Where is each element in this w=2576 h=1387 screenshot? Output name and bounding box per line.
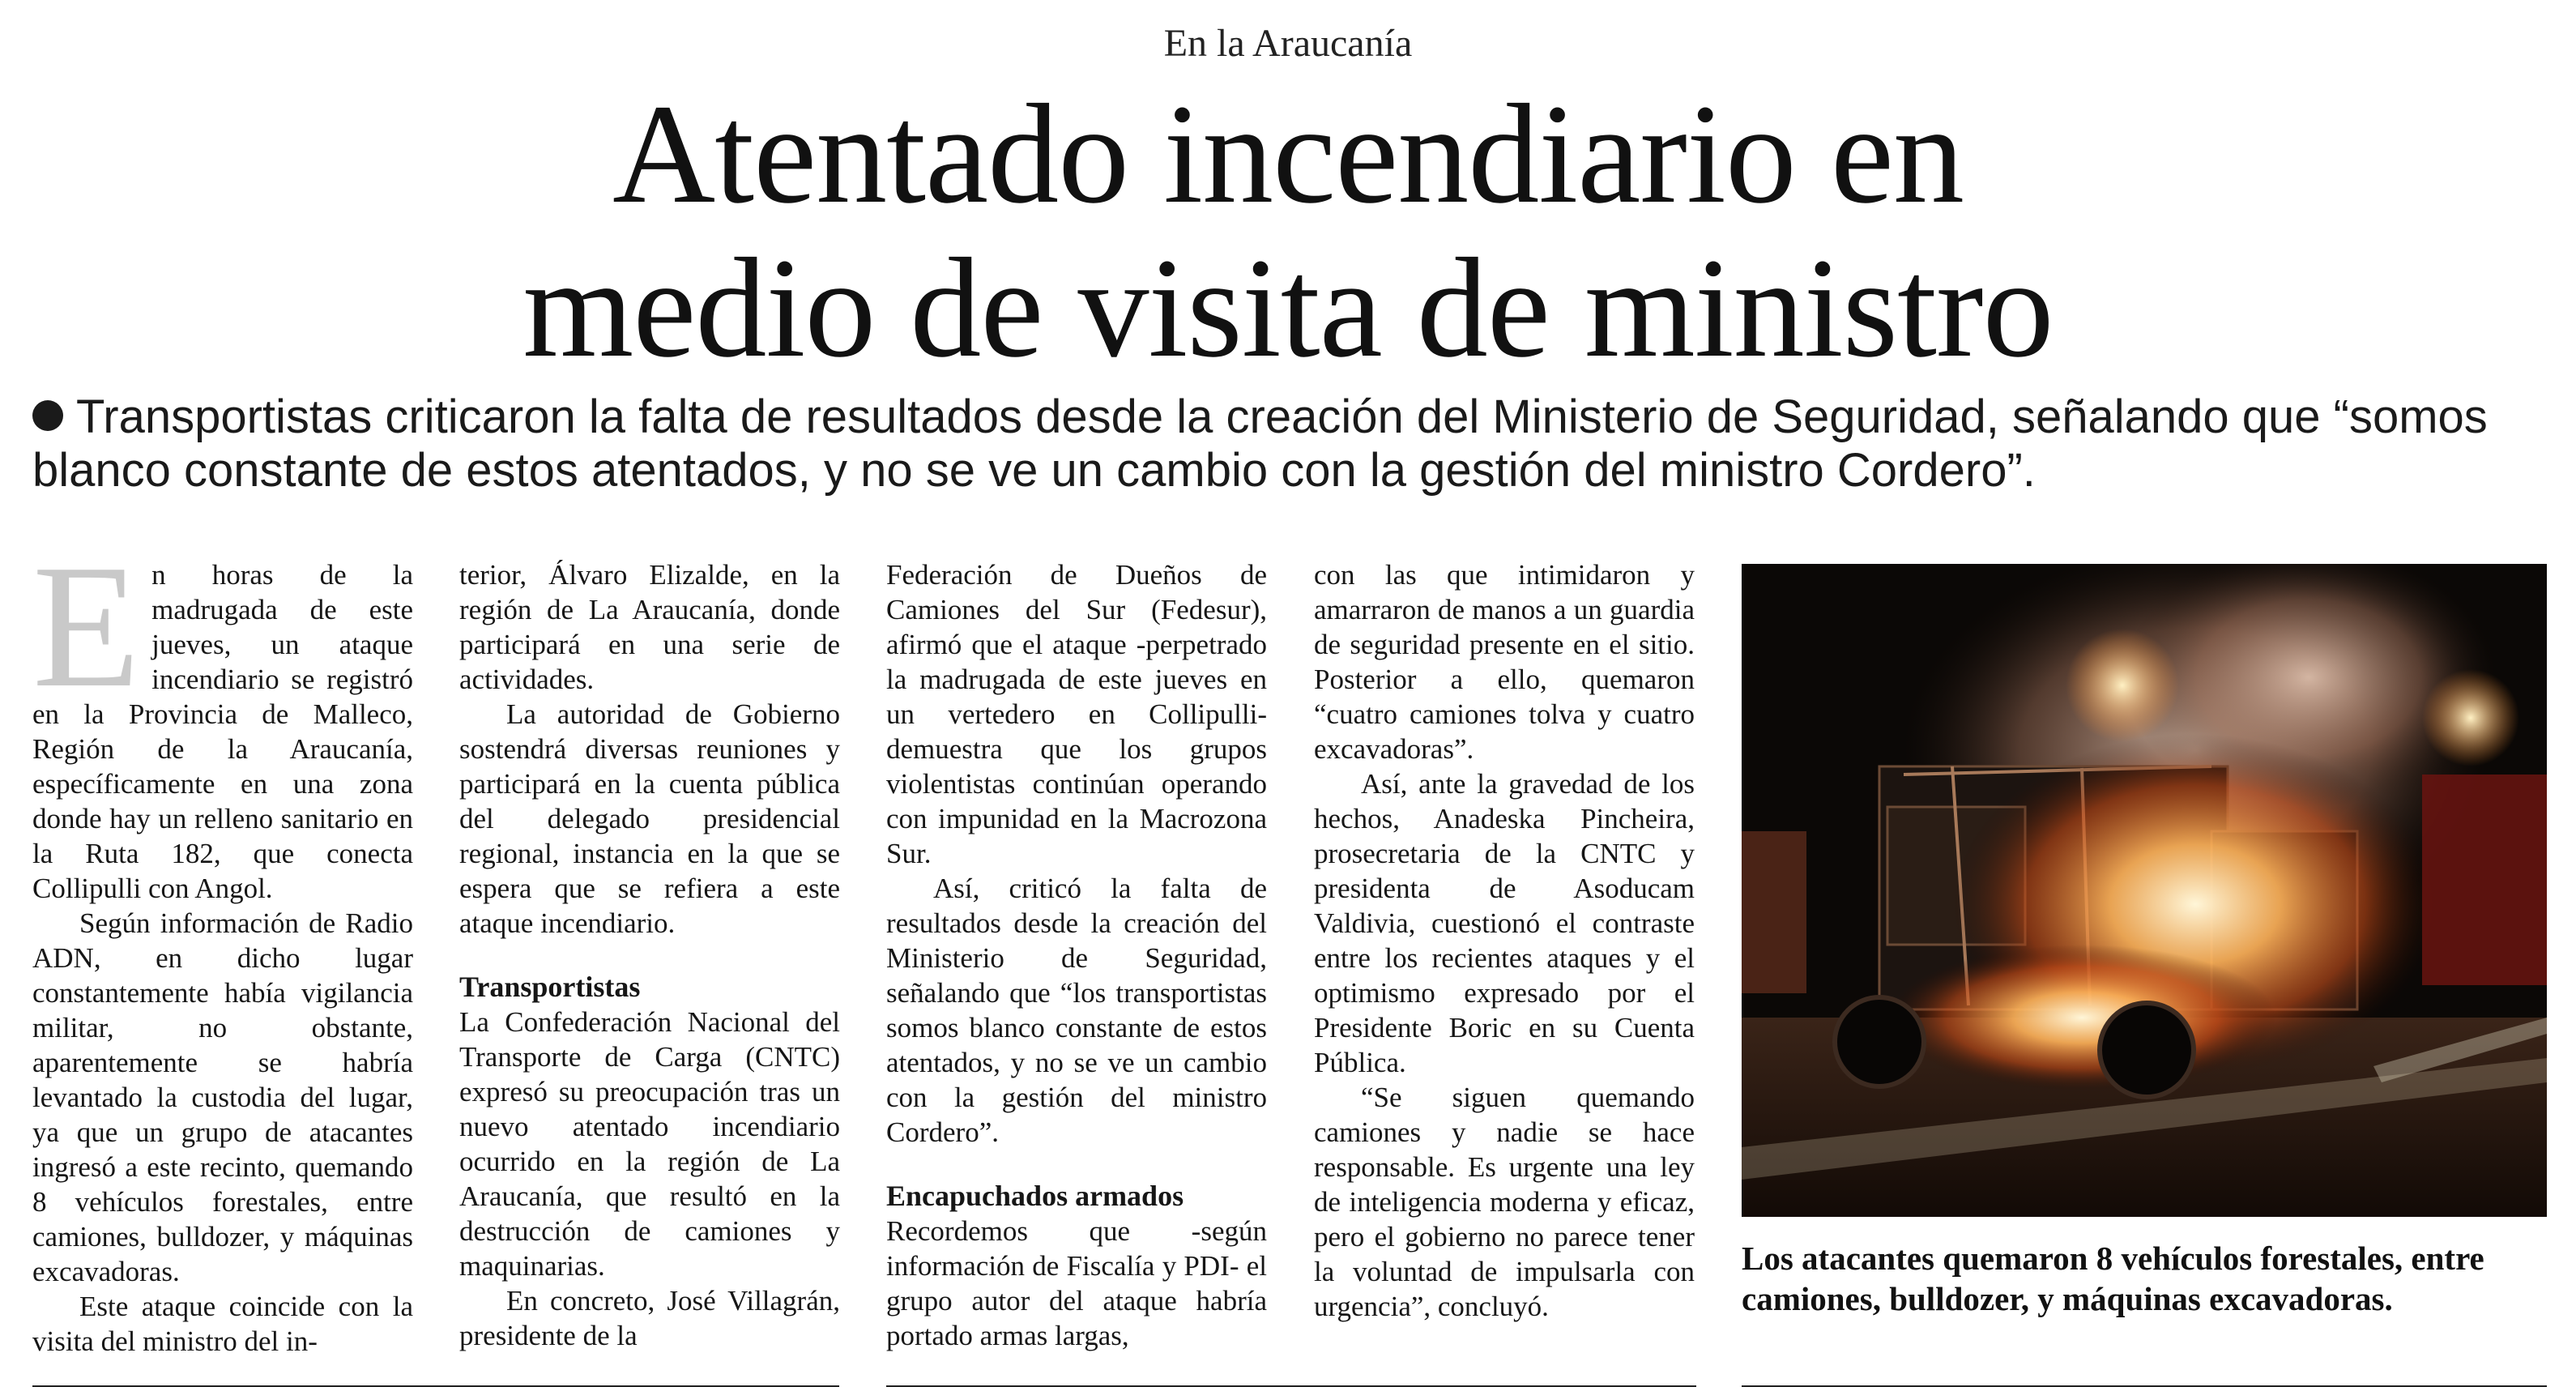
- paragraph: terior, Álvaro Elizalde, en la región de La Araucanía, donde participará en una serie de actividades.: [459, 559, 840, 695]
- paragraph: Este ataque coincide con la visita del ministro del in-: [32, 1291, 413, 1357]
- section-kicker: En la Araucanía: [1163, 22, 1413, 65]
- paragraph: En concreto, José Villagrán, presidente de la: [459, 1285, 840, 1351]
- deck-summary: [32, 390, 2544, 497]
- paragraph: Federación de Dueños de Camiones del Sur (Fedesur), afirmó que el ataque -perpetrado la madrugada de este jueves en un vertedero en Collipulli- demuestra que los grupos violentistas continúan operando con impunidad en la Macrozona Sur.: [886, 559, 1267, 869]
- paragraph: Así, ante la gravedad de los hechos, Anadeska Pincheira, prosecretaria de la CNTC y presidenta de Asoducam Valdivia, cuestionó el contraste entre los recientes ataques y el optimismo expresado por el Presidente Boric en su Cuenta Pública.: [1314, 768, 1695, 1078]
- article-column-4: [1314, 557, 1695, 1324]
- paragraph: Según información de Radio ADN, en dicho lugar constantemente había vigilancia militar, no obstante, aparentemente se habría levantado la custodia del lugar, ya que un grupo de atacantes ingresó a este recinto, quemando 8 vehículos forestales, entre camiones, bulldozer, y máquinas excavadoras.: [32, 907, 413, 1287]
- paragraph: La autoridad de Gobierno sostendrá diversas reuniones y participará en la cuenta pública del delegado presidencial regional, instancia en la que se espera que se refiera a este ataque incendiario.: [459, 698, 840, 939]
- headline: [0, 75, 2576, 387]
- headline-line-1: Atentado incendiario en: [612, 75, 1964, 233]
- paragraph: con las que intimidaron y amarraron de manos a un guardia de seguridad presente en el sitio. Posterior a ello, quemaron “cuatro camiones tolva y cuatro excavadoras”.: [1314, 559, 1695, 765]
- article-column-2: [459, 557, 840, 1353]
- paragraph: “Se siguen quemando camiones y nadie se hace responsable. Es urgente una ley de inteligencia moderna y eficaz, pero el gobierno no parece tener la voluntad de impulsarla con urgencia”, concluyó.: [1314, 1082, 1695, 1322]
- article-column-1: [32, 529, 413, 1359]
- paragraph: Recordemos que -según información de Fiscalía y PDI- el grupo autor del ataque habría portado armas largas,: [886, 1215, 1267, 1351]
- news-photo: [1742, 564, 2547, 1217]
- subheading: Encapuchados armados: [886, 1180, 1184, 1212]
- subheading: Transportistas: [459, 971, 641, 1003]
- paragraph-text: n horas de la madrugada de este jueves, un ataque incendiario se registró en la Provincia de Malleco, Región de la Araucanía, específicamente en una zona donde hay un relleno sanitario en la Ruta 182, que conecta Collipulli con Angol.: [32, 559, 413, 904]
- photo-caption: Los atacantes quemaron 8 vehículos forestales, entre camiones, bulldozer, y máquinas excavadoras.: [1742, 1240, 2484, 1317]
- bullet-icon: [32, 400, 63, 431]
- paragraph: La Confederación Nacional del Transporte de Carga (CNTC) expresó su preocupación tras un nuevo atentado incendiario ocurrido en la región de La Araucanía, que resultó en la destrucción de camiones y maquinarias.: [459, 1006, 840, 1282]
- deck-text: Transportistas criticaron la falta de resultados desde la creación del Ministerio de Seguridad, señalando que “somos blanco constante de estos atentados, y no se ve un cambio con la gestión del ministro Cordero”.: [32, 390, 2488, 497]
- burning-truck-photo: [1742, 564, 2547, 1217]
- paragraph: Así, criticó la falta de resultados desde la creación del Ministerio de Seguridad, señalando que “los transportistas somos blanco constante de estos atentados, y no se ve un cambio con la gestión del ministro Cordero”.: [886, 873, 1267, 1148]
- article-column-3: [886, 557, 1267, 1353]
- drop-cap: E: [32, 529, 141, 724]
- headline-line-2: medio de visita de ministro: [522, 229, 2054, 387]
- paragraph: [32, 529, 413, 906]
